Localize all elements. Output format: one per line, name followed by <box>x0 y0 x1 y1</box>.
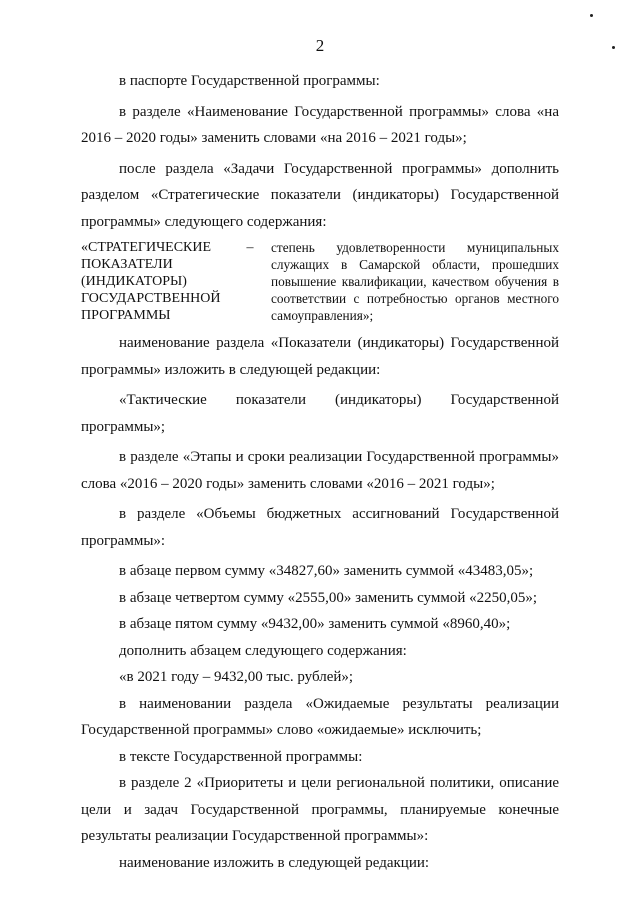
paragraph: в разделе «Наименование Государственной программы» слова «на 2016 – 2020 годы» заменить словами «на 2016 – 2021 годы»; <box>81 103 559 146</box>
table-left-line: ПРОГРАММЫ <box>81 308 171 323</box>
table-left-line: ГОСУДАРСТВЕННОЙ <box>81 291 221 306</box>
table-left-line: (ИНДИКАТОРЫ) <box>81 274 187 289</box>
table-dash: – <box>246 240 254 255</box>
table-left-column <box>81 239 229 324</box>
table-left-line: «СТРАТЕГИЧЕСКИЕ <box>81 240 212 255</box>
paragraph: наименование изложить в следующей редакции: <box>119 854 430 871</box>
paragraph: наименование раздела «Показатели (индикаторы) Государственной программы» изложить в следующей редакции: <box>81 335 559 378</box>
paragraph: в разделе «Этапы и сроки реализации Государственной программы» слова «2016 – 2020 годы» заменить словами «2016 – 2021 годы»; <box>81 449 559 492</box>
page-number: 2 <box>315 36 325 55</box>
indicators-table <box>81 239 559 324</box>
paragraph: в абзаце пятом сумму «9432,00» заменить суммой «8960,40»; <box>119 616 511 632</box>
paragraph: в абзаце четвертом сумму «2555,00» заменить суммой «2250,05»; <box>119 589 538 606</box>
paragraph: в наименовании раздела «Ожидаемые результаты реализации Государственной программы» слово «ожидаемые» исключить; <box>81 695 559 738</box>
paragraph: в паспорте Государственной программы: <box>119 73 380 89</box>
paragraph: после раздела «Задачи Государственной программы» дополнить разделом «Стратегические показатели (индикаторы) Государственной программы» следующего содержания: <box>81 160 559 230</box>
table-right-column: степень удовлетворенности муниципальных служащих в Самарской области, прошедших повышение квалификации, качеством обучения в соответствии с потребностью органов местного самоуправления»; <box>271 240 559 323</box>
table-left-line: ПОКАЗАТЕЛИ <box>81 257 173 272</box>
scan-speck <box>590 14 593 17</box>
document-body <box>81 68 559 876</box>
paragraph: дополнить абзацем следующего содержания: <box>119 642 407 659</box>
paragraph: в тексте Государственной программы: <box>119 748 363 765</box>
paragraph: в абзаце первом сумму «34827,60» заменить суммой «43483,05»; <box>119 563 534 579</box>
paragraph: «Тактические показатели (индикаторы) Государственной программы»; <box>81 392 559 435</box>
paragraph: в разделе 2 «Приоритеты и цели региональной политики, описание цели и задач Государственной программы, планируемые конечные результаты реализации Государственной программы»: <box>81 775 559 844</box>
paragraph: «в 2021 году – 9432,00 тыс. рублей»; <box>119 669 354 685</box>
paragraph: в разделе «Объемы бюджетных ассигнований Государственной программы»: <box>81 506 559 549</box>
